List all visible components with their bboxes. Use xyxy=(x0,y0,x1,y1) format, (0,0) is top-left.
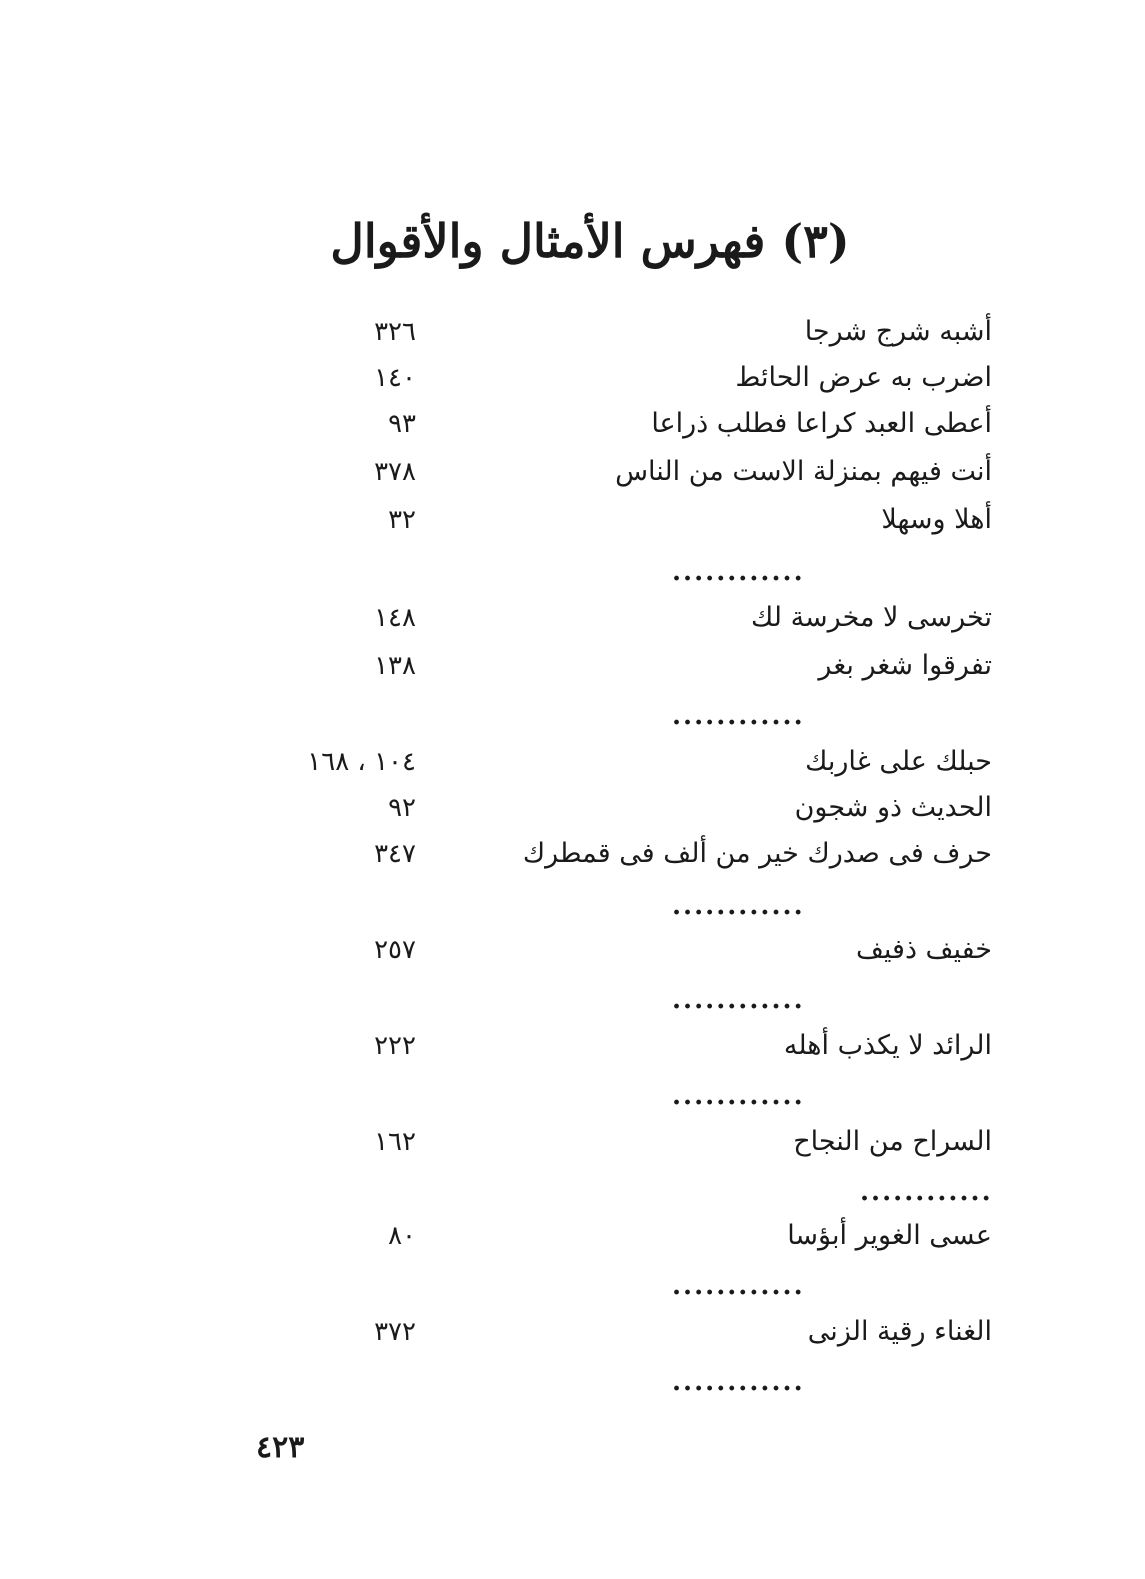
index-entry xyxy=(300,356,992,400)
entry-phrase: الرائد لا يكذب أهله xyxy=(783,1030,992,1061)
index-entry xyxy=(300,832,992,876)
index-entry xyxy=(300,402,992,446)
entry-pages: ٢٢٢ xyxy=(374,1031,416,1061)
entry-phrase: أشبه شرج شرجا xyxy=(804,316,992,347)
index-entry xyxy=(300,928,992,972)
entry-phrase: أنت فيهم بمنزلة الاست من الناس xyxy=(615,456,992,487)
entry-phrase: الحديث ذو شجون xyxy=(794,792,992,823)
index-entry xyxy=(300,310,992,354)
index-entry xyxy=(300,1024,992,1068)
section-separator: ............ xyxy=(672,701,805,731)
section-separator: ............ xyxy=(672,891,805,921)
index-entry xyxy=(300,1120,992,1164)
entry-pages: ٣٤٧ xyxy=(374,839,416,869)
entry-phrase: تخرسى لا مخرسة لك xyxy=(751,602,992,633)
entry-pages: ١٤٨ xyxy=(374,603,416,633)
page-title: (٣) فهرس الأمثال والأقوال xyxy=(330,214,850,268)
index-entry xyxy=(300,1310,992,1354)
entry-pages: ٩٢ xyxy=(388,793,416,823)
entry-phrase: تفرقوا شغر بغر xyxy=(818,650,992,681)
entry-phrase: السراح من النجاح xyxy=(793,1126,992,1157)
entry-phrase: حرف فى صدرك خير من ألف فى قمطرك xyxy=(522,838,992,869)
entry-pages: ١٠٤ ، ١٦٨ xyxy=(307,747,416,777)
index-entry xyxy=(300,786,992,830)
entry-pages: ٣٧٢ xyxy=(374,1317,416,1347)
index-entry xyxy=(300,450,992,494)
section-separator: ............ xyxy=(672,1271,805,1301)
index-entry xyxy=(300,498,992,542)
entry-pages: ٢٥٧ xyxy=(374,935,416,965)
index-entry xyxy=(300,1214,992,1258)
entry-pages: ٣٢٦ xyxy=(374,317,416,347)
entry-phrase: الغناء رقية الزنى xyxy=(807,1316,992,1347)
entry-pages: ١٤٠ xyxy=(374,363,416,393)
entry-phrase: اضرب به عرض الحائط xyxy=(735,362,992,393)
section-separator: ............ xyxy=(672,1081,805,1111)
section-separator: ............ xyxy=(860,1177,993,1207)
index-entry xyxy=(300,596,992,640)
section-separator: ............ xyxy=(672,557,805,587)
index-entry xyxy=(300,740,992,784)
section-separator: ............ xyxy=(672,1367,805,1397)
entry-phrase: أعطى العبد كراعا فطلب ذراعا xyxy=(651,408,992,439)
page-number: ٤٢٣ xyxy=(256,1430,305,1465)
entry-pages: ١٦٢ xyxy=(374,1127,416,1157)
entry-pages: ٣٧٨ xyxy=(374,457,416,487)
index-entry xyxy=(300,644,992,688)
entry-phrase: عسى الغوير أبؤسا xyxy=(787,1220,992,1251)
section-separator: ............ xyxy=(672,985,805,1015)
entry-phrase: حبلك على غاربك xyxy=(805,746,992,777)
entry-pages: ١٣٨ xyxy=(374,651,416,681)
entry-pages: ٣٢ xyxy=(388,505,416,535)
entry-pages: ٨٠ xyxy=(388,1221,416,1251)
entry-pages: ٩٣ xyxy=(388,409,416,439)
entry-phrase: أهلا وسهلا xyxy=(881,504,992,535)
entry-phrase: خفيف ذفيف xyxy=(855,934,992,965)
